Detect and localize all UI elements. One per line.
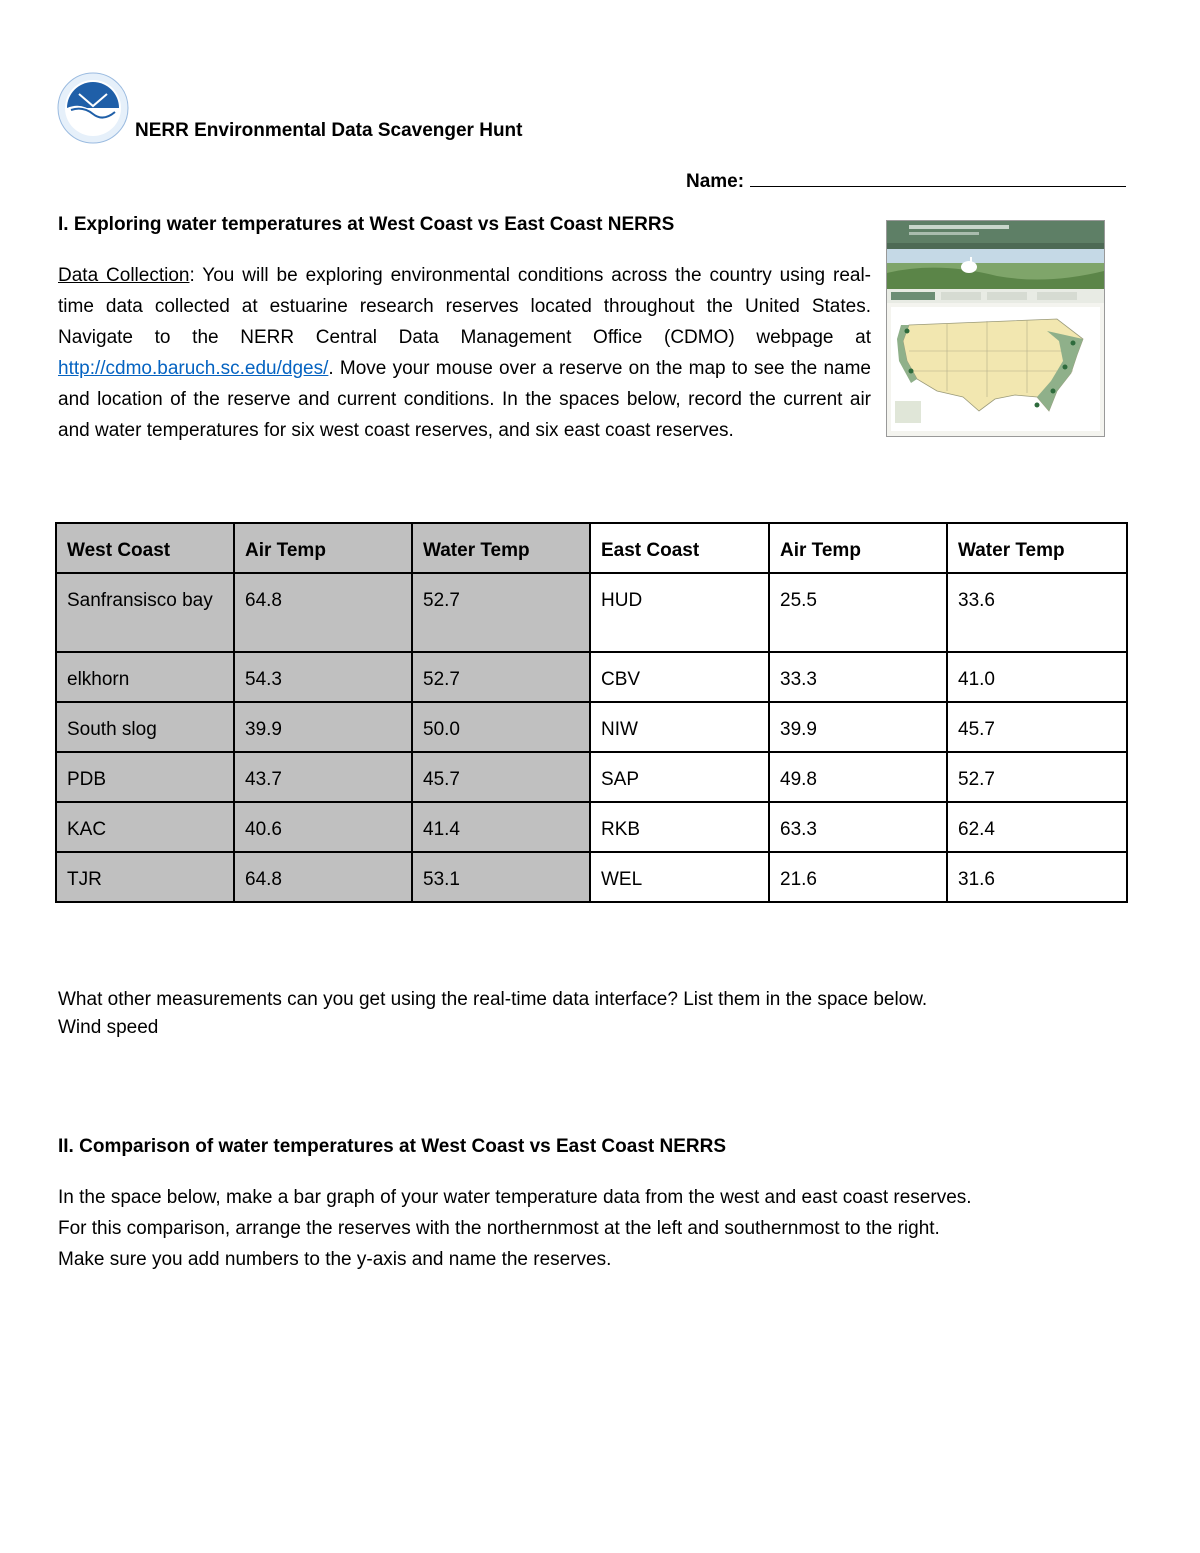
header-west-coast: West Coast xyxy=(56,523,234,573)
table-cell[interactable]: 64.8 xyxy=(234,852,412,902)
header-east-air-temp: Air Temp xyxy=(769,523,947,573)
temperature-table xyxy=(55,522,1128,903)
cdmo-website-screenshot xyxy=(886,220,1105,437)
table-header-row xyxy=(56,523,1127,573)
header-west-water-temp: Water Temp xyxy=(412,523,590,573)
header-west-air-temp: Air Temp xyxy=(234,523,412,573)
table-cell[interactable]: 52.7 xyxy=(947,752,1127,802)
table-row xyxy=(56,702,1127,752)
data-collection-label: Data Collection xyxy=(58,265,190,286)
table-cell[interactable]: RKB xyxy=(590,802,769,852)
table-cell[interactable]: 39.9 xyxy=(769,702,947,752)
intro-paragraph xyxy=(58,260,871,446)
measurements-answer[interactable]: Wind speed xyxy=(58,1017,159,1038)
table-row xyxy=(56,752,1127,802)
table-cell[interactable]: WEL xyxy=(590,852,769,902)
section-2-heading: II. Comparison of water temperatures at West Coast vs East Coast NERRS xyxy=(58,1136,726,1157)
instruction-line: In the space below, make a bar graph of your water temperature data from the west and east coast reserves. xyxy=(58,1187,972,1208)
name-field[interactable] xyxy=(686,166,1126,193)
table-cell[interactable]: HUD xyxy=(590,573,769,652)
table-cell[interactable]: 33.6 xyxy=(947,573,1127,652)
table-cell[interactable]: 52.7 xyxy=(412,652,590,702)
name-label: Name: xyxy=(686,171,745,192)
noaa-logo-icon xyxy=(57,72,129,144)
table-cell[interactable]: NIW xyxy=(590,702,769,752)
table-cell[interactable]: South slog xyxy=(56,702,234,752)
section-1-heading: I. Exploring water temperatures at West Coast vs East Coast NERRS xyxy=(58,214,675,235)
intro-text-part2: . Move your mouse over a reserve on the map to see the name and location of the reserve and current conditions. In the spaces below, record the current air and water temperatures for six west coast reserves, and six east coast reserves. xyxy=(58,358,871,441)
table-cell[interactable]: Sanfransisco bay xyxy=(56,573,234,652)
header-east-water-temp: Water Temp xyxy=(947,523,1127,573)
table-cell[interactable]: 21.6 xyxy=(769,852,947,902)
table-cell[interactable]: 41.0 xyxy=(947,652,1127,702)
table-cell[interactable]: 45.7 xyxy=(412,752,590,802)
table-cell[interactable]: 49.8 xyxy=(769,752,947,802)
table-cell[interactable]: 53.1 xyxy=(412,852,590,902)
cdmo-link[interactable]: http://cdmo.baruch.sc.edu/dges/ xyxy=(58,358,329,379)
name-blank-line[interactable] xyxy=(750,166,1126,187)
table-row xyxy=(56,652,1127,702)
table-cell[interactable]: 64.8 xyxy=(234,573,412,652)
table-cell[interactable]: 63.3 xyxy=(769,802,947,852)
bar-graph-instructions xyxy=(58,1182,972,1275)
table-cell[interactable]: SAP xyxy=(590,752,769,802)
instruction-line: For this comparison, arrange the reserves with the northernmost at the left and southernmost to the right. xyxy=(58,1218,940,1239)
document-title: NERR Environmental Data Scavenger Hunt xyxy=(135,120,523,141)
table-cell[interactable]: TJR xyxy=(56,852,234,902)
table-cell[interactable]: KAC xyxy=(56,802,234,852)
table-cell[interactable]: CBV xyxy=(590,652,769,702)
table-row xyxy=(56,573,1127,652)
table-cell[interactable]: elkhorn xyxy=(56,652,234,702)
measurements-question: What other measurements can you get using the real-time data interface? List them in the space below. xyxy=(58,989,928,1010)
table-cell[interactable]: 39.9 xyxy=(234,702,412,752)
table-cell[interactable]: 54.3 xyxy=(234,652,412,702)
table-cell[interactable]: 43.7 xyxy=(234,752,412,802)
table-cell[interactable]: 33.3 xyxy=(769,652,947,702)
measurements-question-block xyxy=(58,986,927,1042)
table-cell[interactable]: 50.0 xyxy=(412,702,590,752)
instruction-line: Make sure you add numbers to the y-axis and name the reserves. xyxy=(58,1249,612,1270)
table-cell[interactable]: 40.6 xyxy=(234,802,412,852)
table-row xyxy=(56,852,1127,902)
table-cell[interactable]: 45.7 xyxy=(947,702,1127,752)
table-cell[interactable]: 41.4 xyxy=(412,802,590,852)
table-cell[interactable]: PDB xyxy=(56,752,234,802)
table-cell[interactable]: 25.5 xyxy=(769,573,947,652)
header-east-coast: East Coast xyxy=(590,523,769,573)
table-cell[interactable]: 52.7 xyxy=(412,573,590,652)
intro-text-part1: : You will be exploring environmental conditions across the country using real-time data collected at estuarine research reserves located throughout the United States. Navigate to the NERR Central Data Management Office (CDMO) webpage at xyxy=(58,265,871,348)
table-row xyxy=(56,802,1127,852)
table-cell[interactable]: 62.4 xyxy=(947,802,1127,852)
table-cell[interactable]: 31.6 xyxy=(947,852,1127,902)
